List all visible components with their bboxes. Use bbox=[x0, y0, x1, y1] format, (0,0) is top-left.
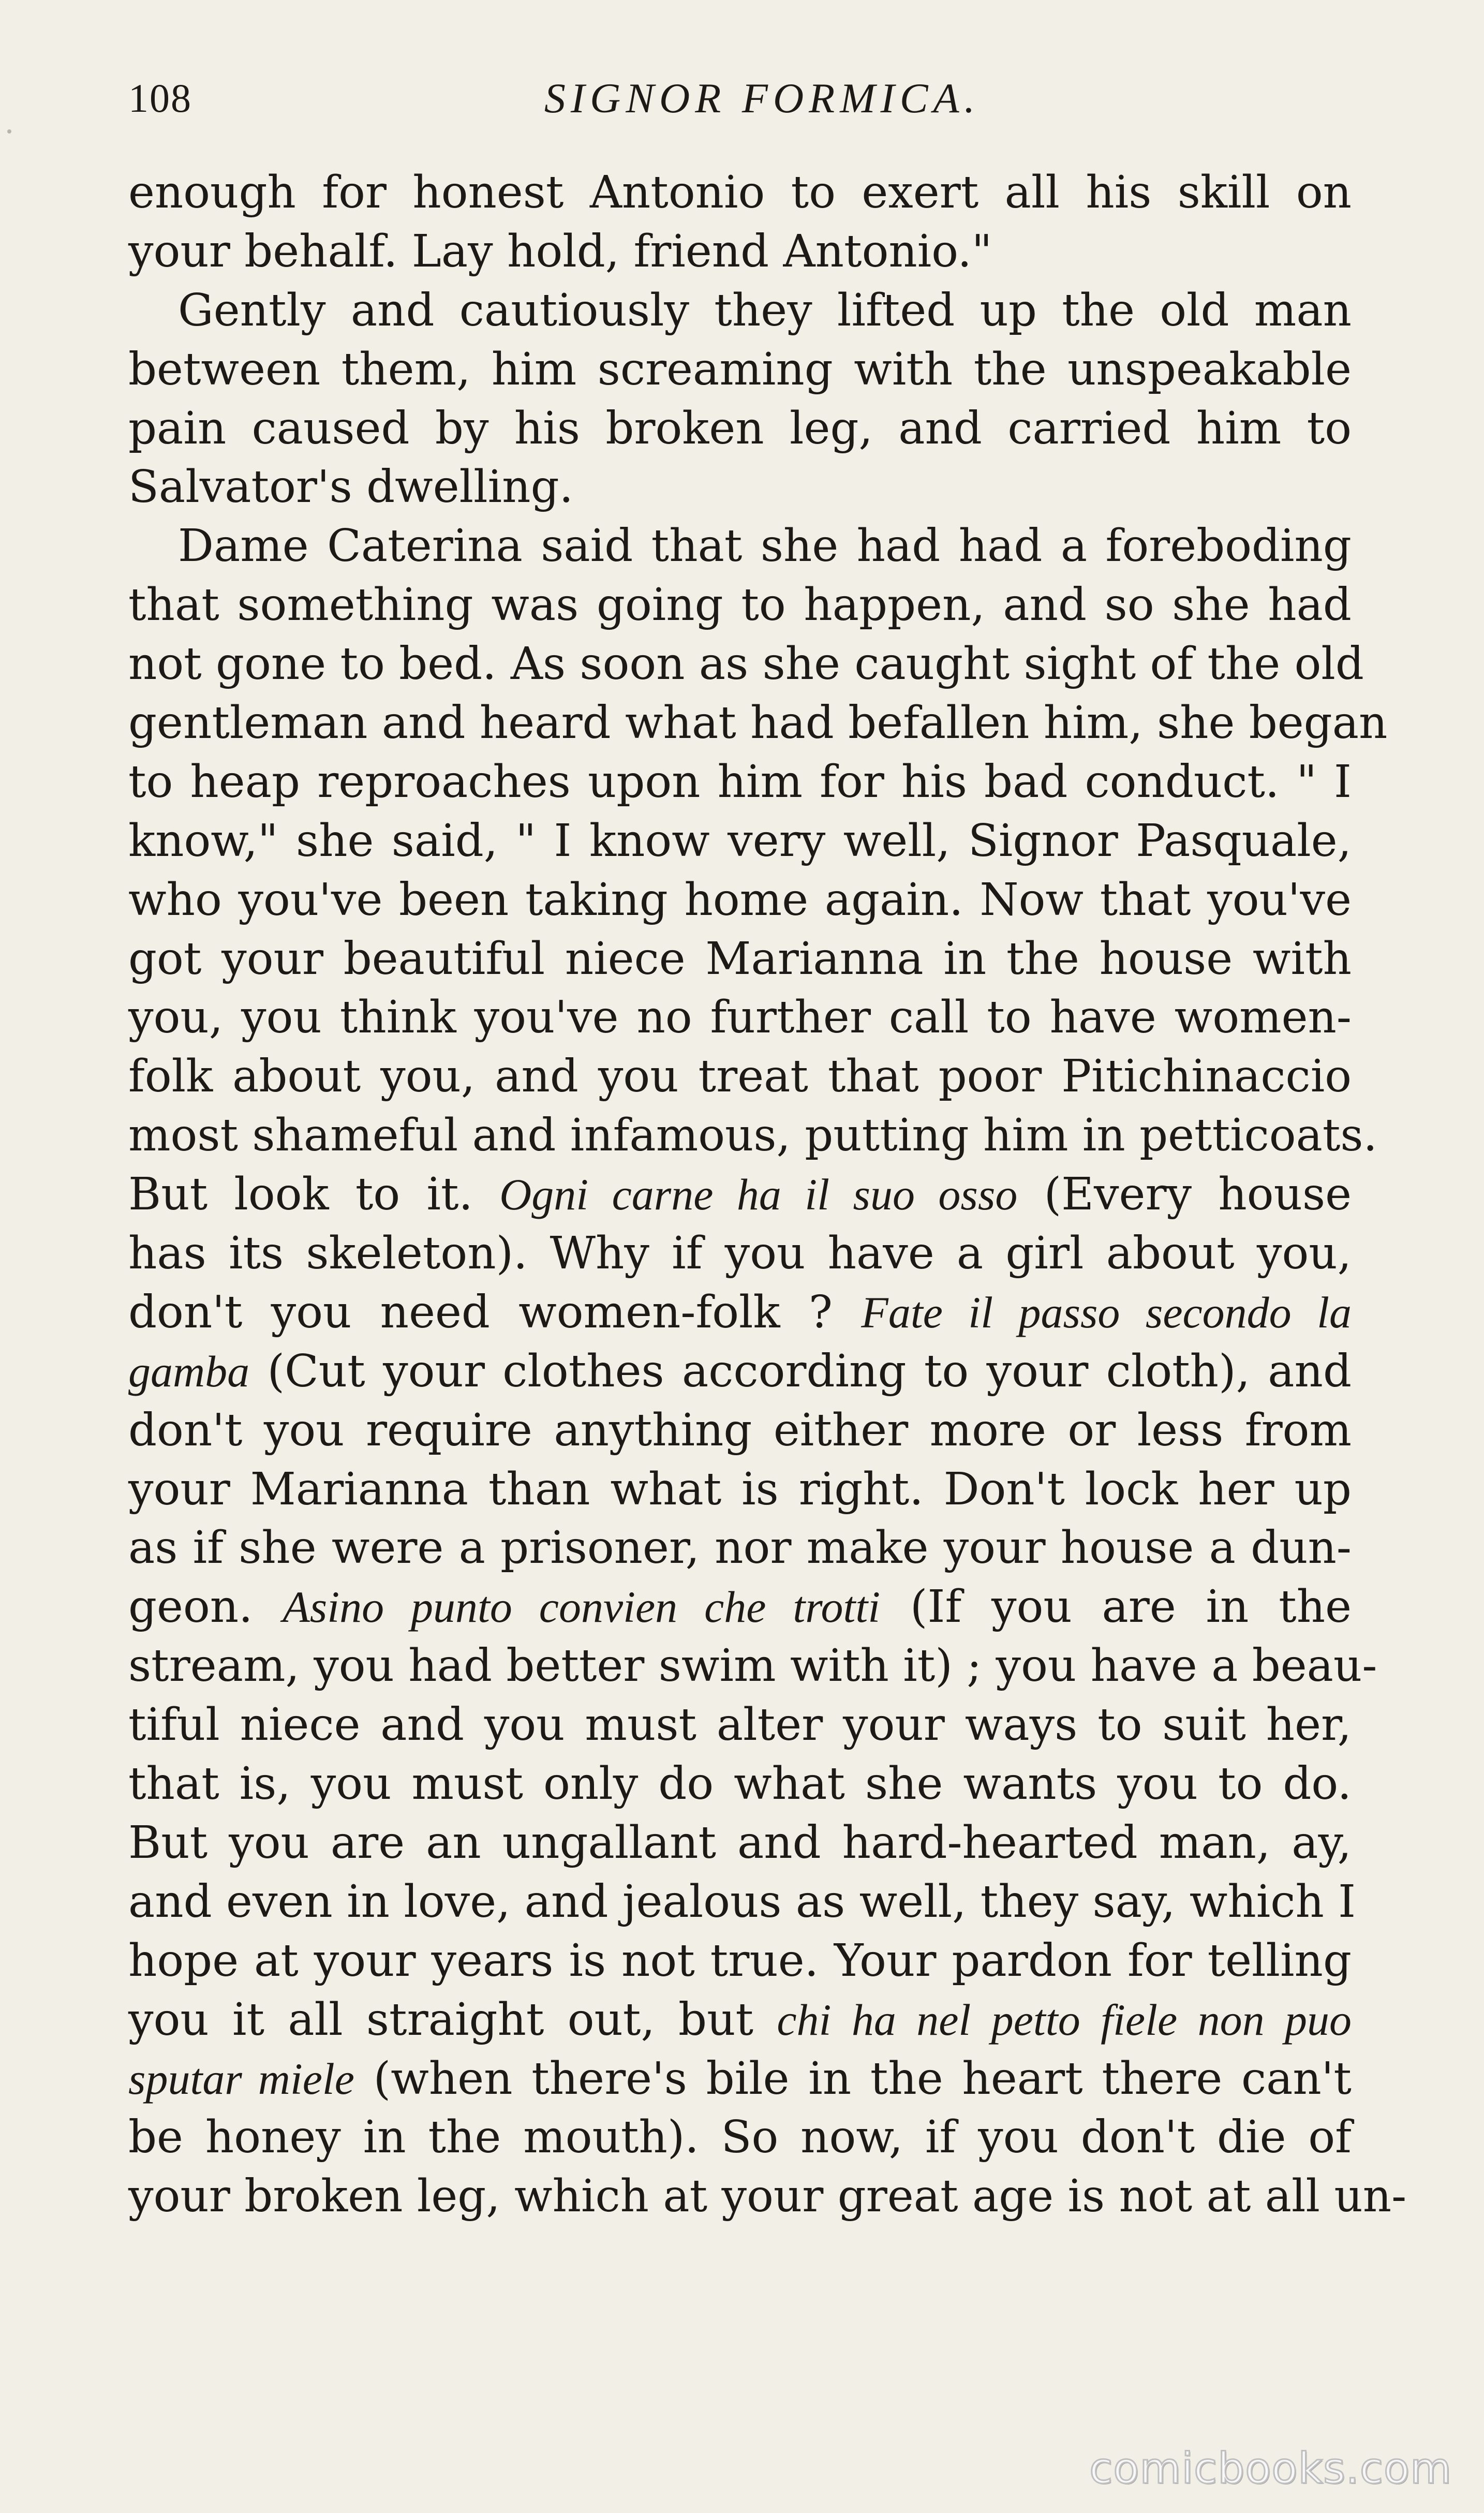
text-line bbox=[128, 1991, 1352, 2050]
text-line bbox=[128, 930, 1352, 989]
watermark-logo: comicbooks.com bbox=[1089, 2444, 1452, 2493]
text-line bbox=[128, 2050, 1352, 2109]
text-line bbox=[128, 635, 1364, 694]
text-line bbox=[128, 1460, 1352, 1519]
text-line bbox=[128, 282, 1352, 341]
text-segment: But look to it. bbox=[128, 1169, 500, 1221]
italic-phrase: sputar miele bbox=[128, 2053, 354, 2104]
text-line bbox=[128, 694, 1388, 753]
text-segment: who you've been taking home again. Now that you've bbox=[128, 874, 1352, 926]
body-text bbox=[128, 164, 1407, 2226]
text-segment: your broken leg, which at your great age is not at all un- bbox=[128, 2170, 1407, 2223]
text-line bbox=[128, 2167, 1407, 2226]
text-segment: (Cut your clothes according to your cloth), and bbox=[249, 1345, 1352, 1397]
text-line bbox=[128, 2108, 1352, 2167]
text-segment: not gone to bed. As soon as she caught sight of the old bbox=[128, 638, 1364, 690]
text-line bbox=[128, 164, 1352, 223]
text-segment: (If you are in the bbox=[880, 1581, 1352, 1633]
text-line bbox=[128, 1283, 1352, 1342]
text-segment: (when there's bile in the heart there can't bbox=[354, 2052, 1352, 2105]
text-line bbox=[128, 341, 1352, 400]
text-line bbox=[128, 1637, 1377, 1696]
text-segment: as if she were a prisoner, nor make your house a dun- bbox=[128, 1522, 1352, 1574]
ink-speck bbox=[7, 129, 11, 134]
text-line bbox=[128, 1519, 1352, 1578]
text-line bbox=[128, 1401, 1352, 1460]
text-segment: folk about you, and you treat that poor Pitichinaccio bbox=[128, 1051, 1352, 1103]
text-segment: Gently and cautiously they lifted up the old man bbox=[178, 284, 1352, 336]
text-line bbox=[128, 1755, 1352, 1814]
text-segment: pain caused by his broken leg, and carried him to bbox=[128, 402, 1352, 454]
text-line bbox=[128, 400, 1352, 459]
text-segment: and even in love, and jealous as well, they say, which I bbox=[128, 1875, 1356, 1928]
text-line bbox=[128, 1106, 1377, 1165]
text-segment: know," she said, " I know very well, Signor Pasquale, bbox=[128, 815, 1352, 867]
text-line bbox=[128, 458, 1352, 517]
text-line bbox=[128, 988, 1352, 1047]
text-segment: has its skeleton). Why if you have a girl about you, bbox=[128, 1228, 1352, 1280]
text-segment: your Marianna than what is right. Don't lock her up bbox=[128, 1463, 1352, 1515]
text-segment: stream, you had better swim with it) ; you have a beau- bbox=[128, 1640, 1377, 1692]
text-segment: (Every house bbox=[1017, 1169, 1352, 1221]
text-line bbox=[128, 1165, 1352, 1224]
text-segment: hope at your years is not true. Your pardon for telling bbox=[128, 1934, 1352, 1987]
text-segment: don't you require anything either more or less from bbox=[128, 1404, 1352, 1456]
text-segment: that something was going to happen, and so she had bbox=[128, 579, 1352, 631]
text-segment: you, you think you've no further call to have women- bbox=[128, 992, 1352, 1044]
text-segment: don't you need women-folk ? bbox=[128, 1286, 862, 1338]
text-line bbox=[128, 1342, 1352, 1401]
text-segment: geon. bbox=[128, 1581, 283, 1633]
text-segment: got your beautiful niece Marianna in the house with bbox=[128, 933, 1352, 985]
text-line bbox=[128, 1696, 1352, 1755]
text-line bbox=[128, 1873, 1356, 1932]
text-line bbox=[128, 576, 1352, 635]
text-line bbox=[128, 1224, 1352, 1283]
text-segment: gentleman and heard what had befallen him, she began bbox=[128, 697, 1388, 749]
text-line bbox=[128, 753, 1352, 812]
text-segment: your behalf. Lay hold, friend Antonio." bbox=[128, 225, 992, 277]
italic-phrase: Fate il passo secondo la bbox=[861, 1287, 1352, 1337]
page-number: 108 bbox=[128, 76, 192, 121]
text-segment: Dame Caterina said that she had had a foreboding bbox=[178, 520, 1352, 572]
italic-phrase: gamba bbox=[128, 1346, 250, 1396]
text-line bbox=[128, 1814, 1352, 1873]
text-segment: be honey in the mouth). So now, if you don't die of bbox=[128, 2111, 1352, 2164]
italic-phrase: Ogni carne ha il suo osso bbox=[499, 1170, 1018, 1220]
text-segment: between them, him screaming with the unspeakable bbox=[128, 343, 1352, 395]
text-segment: enough for honest Antonio to exert all his skill on bbox=[128, 167, 1352, 218]
text-line bbox=[128, 1932, 1352, 1991]
text-line bbox=[128, 1578, 1352, 1637]
text-line bbox=[128, 812, 1352, 871]
italic-phrase: chi ha nel petto fiele non puo bbox=[777, 1994, 1352, 2045]
text-line bbox=[128, 223, 1352, 282]
text-segment: But you are an ungallant and hard-hearted man, ay, bbox=[128, 1816, 1352, 1869]
text-segment: Salvator's dwelling. bbox=[128, 461, 573, 513]
text-segment: most shameful and infamous, putting him in petticoats. bbox=[128, 1110, 1377, 1162]
italic-phrase: Asino punto convien che trotti bbox=[283, 1582, 881, 1632]
text-line bbox=[128, 1047, 1352, 1106]
text-segment: you it all straight out, but bbox=[128, 1993, 777, 2046]
running-title: SIGNOR FORMICA. bbox=[544, 75, 981, 122]
text-segment: that is, you must only do what she wants you to do. bbox=[128, 1758, 1352, 1810]
text-line bbox=[128, 517, 1352, 576]
page-header bbox=[128, 67, 1349, 129]
text-segment: tiful niece and you must alter your ways to suit her, bbox=[128, 1699, 1352, 1751]
text-segment: to heap reproaches upon him for his bad conduct. " I bbox=[128, 756, 1352, 808]
text-line bbox=[128, 871, 1352, 930]
